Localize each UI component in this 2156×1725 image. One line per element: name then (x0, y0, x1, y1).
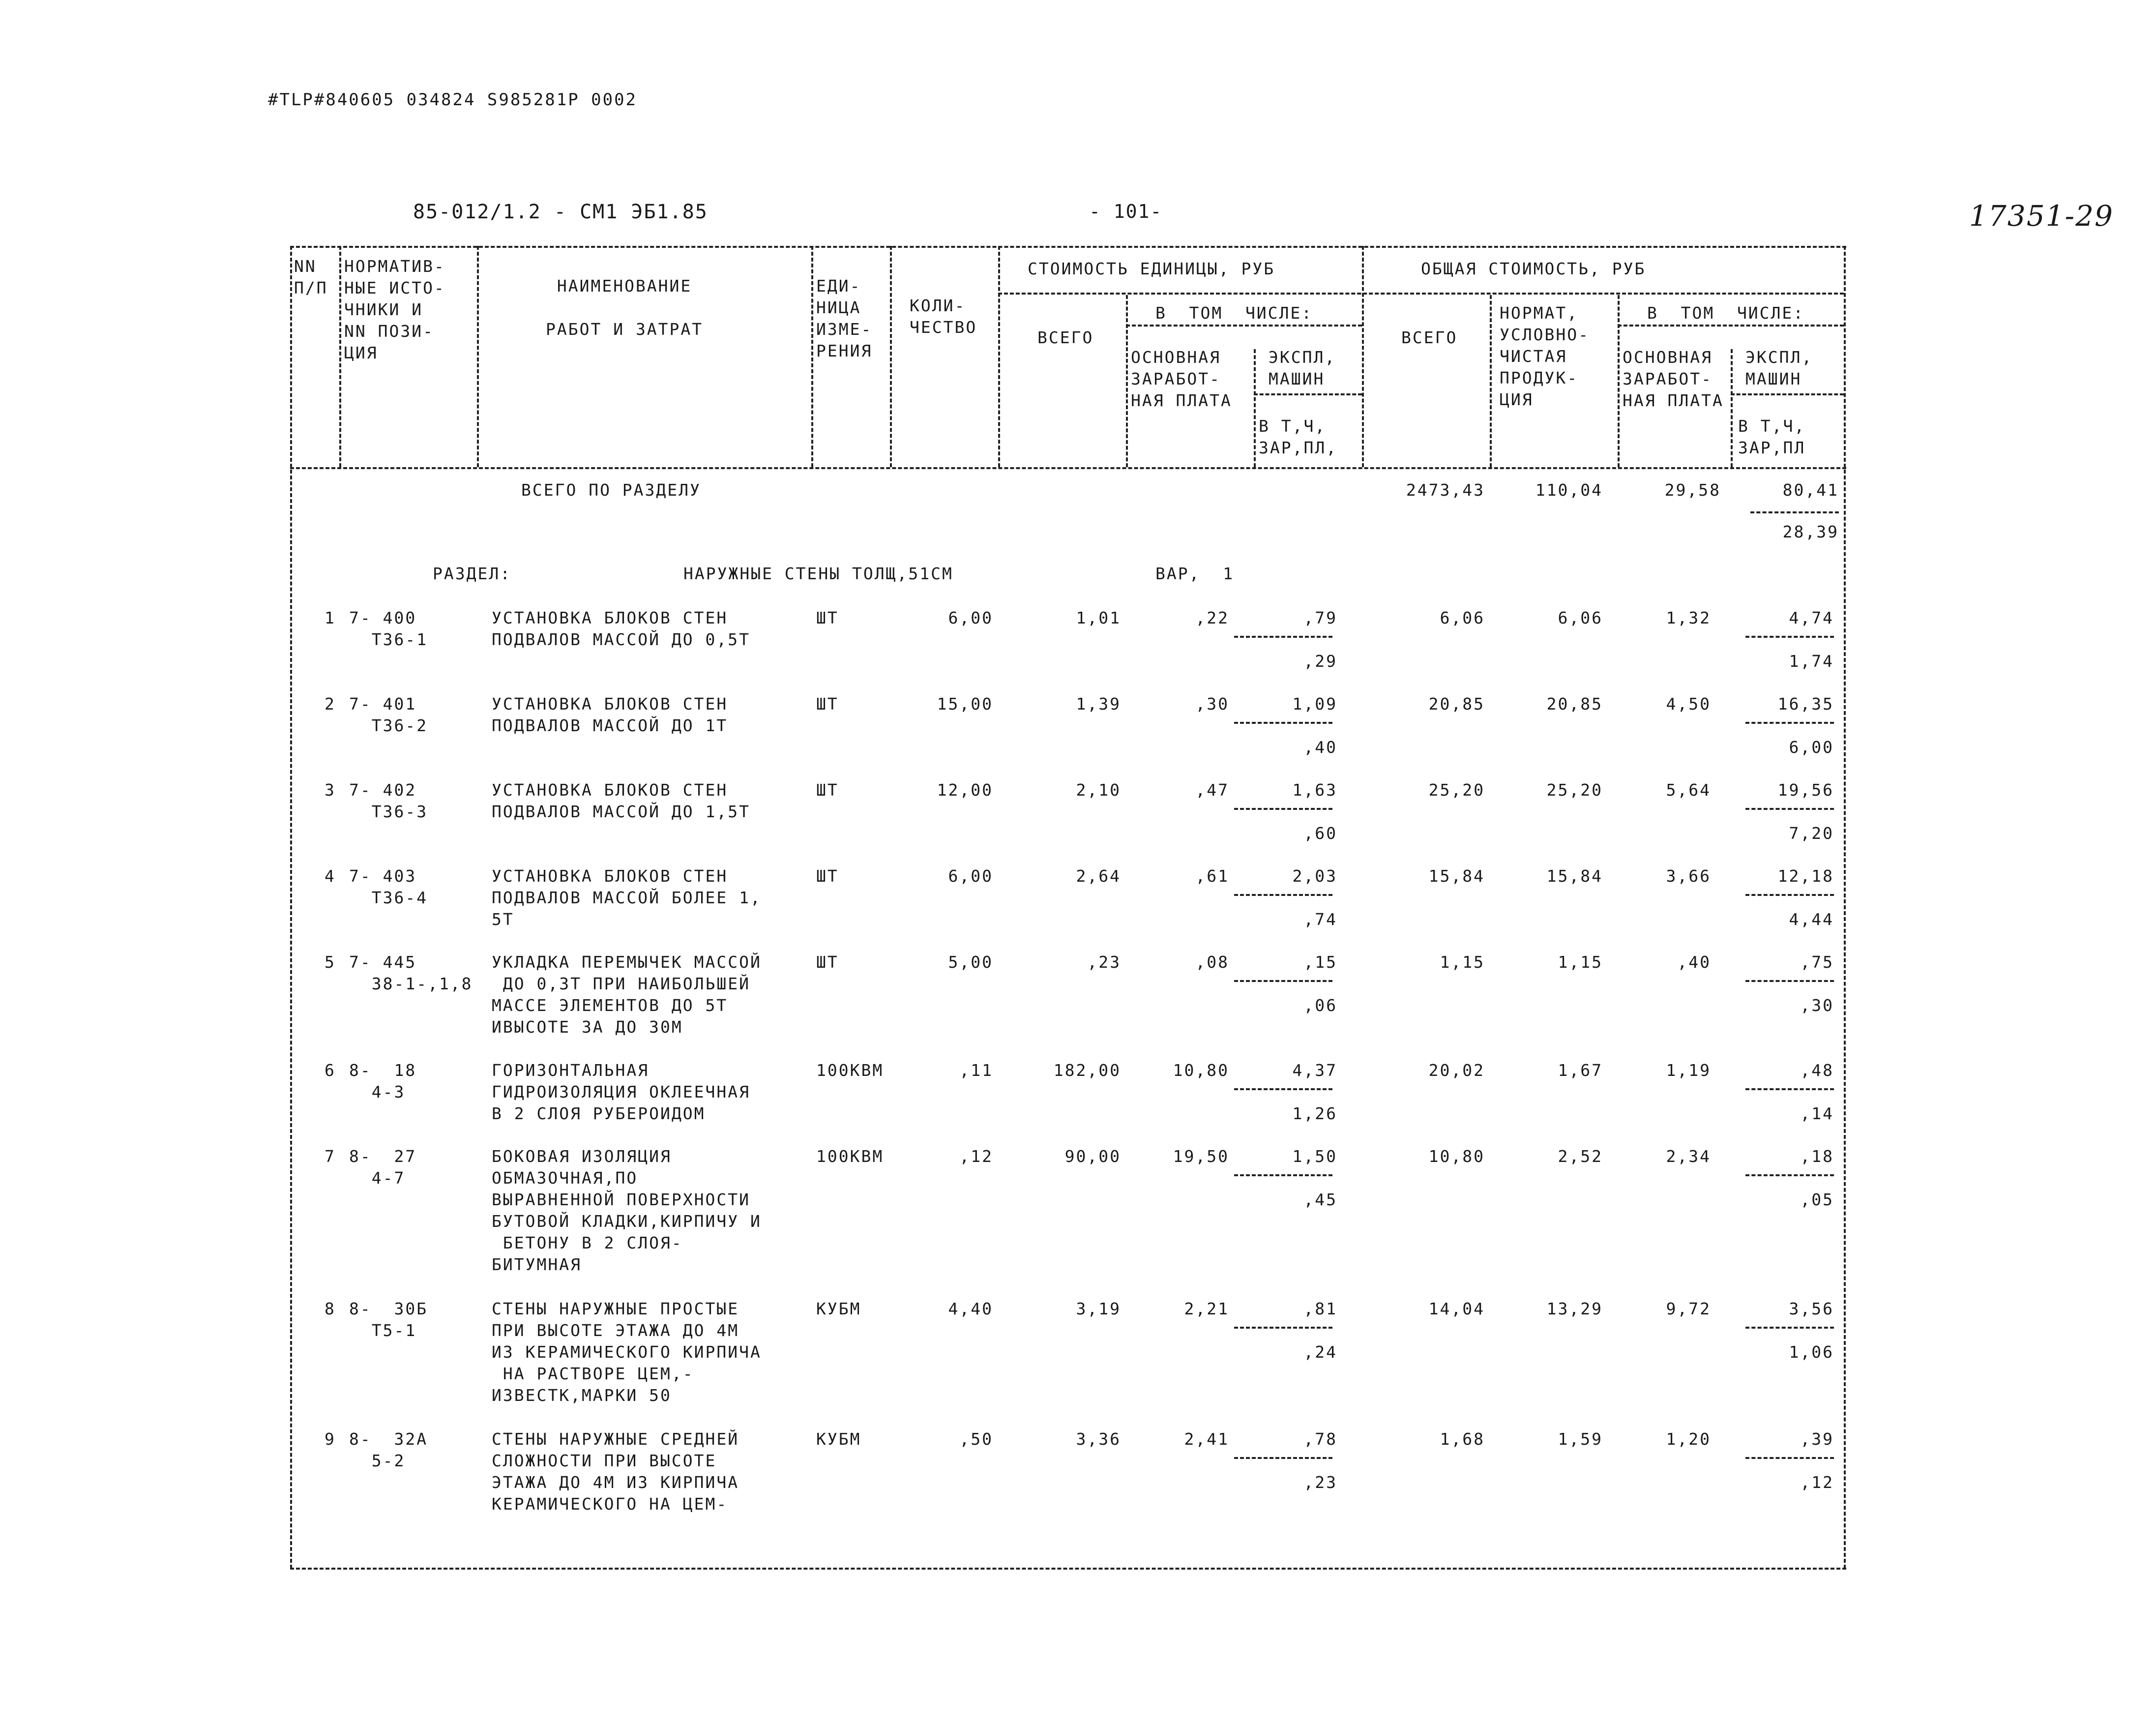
total-mach-sep (1731, 393, 1844, 395)
row-total-wage: 2,34 (1666, 1147, 1711, 1166)
col-header-qty: КОЛИ- ЧЕСТВО (910, 296, 977, 337)
row-total-wage: 4,50 (1666, 694, 1711, 714)
row-total-mach-wage: ,14 (1800, 1104, 1834, 1123)
section-total-total: 2473,43 (1406, 480, 1485, 500)
col-header-total-total: ВСЕГО (1401, 328, 1458, 347)
row-name: УСТАНОВКА БЛОКОВ СТЕН ПОДВАЛОВ МАССОЙ ДО 1,5Т (492, 780, 750, 821)
row-unit-total: 2,64 (1076, 866, 1121, 886)
unit-mach-dash (1234, 808, 1332, 810)
section-total-mach-wage: 28,39 (1782, 522, 1839, 541)
unit-mach-sep (1254, 393, 1362, 395)
row-unit: 100КВМ (816, 1061, 884, 1080)
document-code: 85-012/1.2 - СМ1 ЭБ1.85 (413, 201, 708, 223)
row-total-wage: ,40 (1677, 952, 1711, 972)
row-total-total: 1,15 (1440, 952, 1485, 972)
row-name: БОКОВАЯ ИЗОЛЯЦИЯ ОБМАЗОЧНАЯ,ПО ВЫРАВНЕННОЙ ПОВЕРХНОСТИ БУТОВОЙ КЛАДКИ,КИРПИЧУ И БЕТОНУ В 2 СЛОЯ- БИТУМНАЯ (492, 1147, 762, 1274)
col-header-norm: НОРМАТИВ- НЫЕ ИСТО- ЧНИКИ И NN ПОЗИ- ЦИЯ (344, 257, 445, 362)
row-total-total: 6,06 (1440, 608, 1485, 627)
row-unit: ШТ (816, 694, 839, 714)
row-norm: 7- 401 Т36-2 (349, 694, 428, 735)
row-qty: ,11 (959, 1061, 993, 1080)
row-unit-mach: 1,09 (1292, 694, 1337, 714)
col-sep-unit-group (1362, 246, 1364, 467)
row-unit-total: 3,19 (1076, 1299, 1121, 1318)
header-bottom-border (290, 467, 1846, 469)
row-unit-mach: 1,63 (1292, 780, 1337, 800)
total-mach-dash (1745, 1088, 1834, 1090)
total-mach-dash (1745, 808, 1834, 810)
row-unit: ШТ (816, 780, 839, 800)
row-total-total: 1,68 (1440, 1429, 1485, 1449)
section-total-wage: 29,58 (1664, 480, 1721, 500)
total-incl-sep (1618, 325, 1844, 327)
col-sep-unit-wage (1254, 349, 1256, 467)
col-sep-total-wage (1731, 349, 1733, 467)
row-unit-mach: ,15 (1303, 952, 1337, 972)
row-total-norm: 6,06 (1558, 608, 1603, 627)
col-header-total-norm: НОРМАТ, УСЛОВНО- ЧИСТАЯ ПРОДУК- ЦИЯ (1500, 303, 1590, 409)
row-unit-wage: ,22 (1195, 608, 1229, 627)
row-total-mach-wage: 4,44 (1789, 910, 1834, 929)
table-bottom-border (290, 1568, 1846, 1570)
total-mach-dash (1745, 980, 1834, 982)
row-nn: 2 (325, 694, 336, 714)
row-nn: 6 (325, 1061, 336, 1080)
row-name: УСТАНОВКА БЛОКОВ СТЕН ПОДВАЛОВ МАССОЙ ДО 1Т (492, 694, 728, 735)
row-qty: ,50 (959, 1429, 993, 1449)
row-unit-total: 90,00 (1064, 1147, 1121, 1166)
row-unit-mach: 1,50 (1292, 1147, 1337, 1166)
row-norm: 7- 403 Т36-4 (349, 866, 428, 907)
row-qty: ,12 (959, 1147, 993, 1166)
row-qty: 15,00 (937, 694, 993, 714)
row-unit-wage: ,08 (1195, 952, 1229, 972)
row-unit: ШТ (816, 952, 839, 972)
row-norm: 7- 445 38-1-,1,8 (349, 952, 473, 993)
row-nn: 1 (325, 608, 336, 627)
row-total-mach: ,39 (1800, 1429, 1834, 1449)
row-nn: 7 (325, 1147, 336, 1166)
row-qty: 5,00 (948, 952, 993, 972)
row-name: УСТАНОВКА БЛОКОВ СТЕН ПОДВАЛОВ МАССОЙ БОЛЕЕ 1, 5Т (492, 866, 762, 929)
row-unit-mach-wage: ,60 (1303, 824, 1337, 843)
total-mach-dash (1745, 636, 1834, 638)
row-unit-total: 1,01 (1076, 608, 1121, 627)
row-total-norm: 1,15 (1558, 952, 1603, 972)
row-total-mach: ,18 (1800, 1147, 1834, 1166)
section-total-mach: 80,41 (1782, 480, 1839, 500)
row-total-wage: 5,64 (1666, 780, 1711, 800)
row-total-total: 14,04 (1428, 1299, 1485, 1318)
row-unit-mach: ,79 (1303, 608, 1337, 627)
row-qty: 12,00 (937, 780, 993, 800)
col-header-total-wage: ОСНОВНАЯ ЗАРАБОТ- НАЯ ПЛАТА (1623, 348, 1724, 410)
col-header-total-mach-wage: В Т,Ч, ЗАР,ПЛ (1738, 416, 1806, 457)
row-total-mach-wage: 1,06 (1789, 1342, 1834, 1362)
row-unit-mach: 2,03 (1292, 866, 1337, 886)
col-sep-unit-total (1126, 295, 1128, 467)
row-unit-wage: 10,80 (1173, 1061, 1229, 1080)
row-total-mach: ,75 (1800, 952, 1834, 972)
row-total-total: 20,02 (1428, 1061, 1485, 1080)
col-header-unit-mach-wage: В Т,Ч, ЗАР,ПЛ, (1259, 416, 1338, 457)
row-unit-total: 1,39 (1076, 694, 1121, 714)
row-total-mach-wage: ,12 (1800, 1473, 1834, 1492)
col-header-unit-mach: ЭКСПЛ, МАШИН (1269, 348, 1336, 388)
section-total-label: ВСЕГО ПО РАЗДЕЛУ (521, 480, 701, 500)
section-variant: ВАР, 1 (1155, 564, 1235, 583)
row-total-wage: 1,32 (1666, 608, 1711, 627)
total-mach-dash (1745, 1327, 1834, 1329)
row-unit-mach-wage: ,23 (1303, 1473, 1337, 1492)
unit-mach-dash (1234, 980, 1332, 982)
row-unit-mach-wage: ,06 (1303, 996, 1337, 1015)
row-total-mach: 16,35 (1777, 694, 1834, 714)
row-unit: ШТ (816, 866, 839, 886)
col-header-unit: ЕДИ- НИЦА ИЗМЕ- РЕНИЯ (816, 276, 873, 360)
unit-mach-dash (1234, 1174, 1332, 1176)
table-right-border (1844, 246, 1846, 1569)
row-total-mach: 3,56 (1789, 1299, 1834, 1318)
row-norm: 7- 402 Т36-3 (349, 780, 428, 821)
document-header-code: #TLP#840605 034824 S985281P 0002 (268, 90, 638, 110)
row-total-mach-wage: 1,74 (1789, 652, 1834, 671)
row-unit-mach-wage: ,24 (1303, 1342, 1337, 1362)
col-header-total-incl: В ТОМ ЧИСЛЕ: (1647, 303, 1805, 323)
section-label: РАЗДЕЛ: (433, 564, 512, 583)
total-mach-dash (1745, 722, 1834, 724)
col-header-total-mach: ЭКСПЛ, МАШИН (1745, 348, 1813, 388)
col-sep-total-total (1490, 295, 1492, 467)
col-sep-norm (477, 246, 479, 467)
col-header-unit-incl: В ТОМ ЧИСЛЕ: (1155, 303, 1313, 323)
row-nn: 8 (325, 1299, 336, 1318)
row-qty: 6,00 (948, 866, 993, 886)
row-unit-mach-wage: ,29 (1303, 652, 1337, 671)
total-mach-dash (1745, 894, 1834, 896)
col-header-name: НАИМЕНОВАНИЕ РАБОТ И ЗАТРАТ (546, 276, 704, 339)
row-total-mach: 19,56 (1777, 780, 1834, 800)
row-unit-total: 182,00 (1053, 1061, 1121, 1080)
table-left-border (290, 246, 292, 1569)
col-sep-name (811, 246, 813, 467)
row-total-total: 25,20 (1428, 780, 1485, 800)
col-sep-total-norm (1618, 295, 1620, 467)
col-header-unit-wage: ОСНОВНАЯ ЗАРАБОТ- НАЯ ПЛАТА (1131, 348, 1232, 410)
col-header-unit-cost-group: СТОИМОСТЬ ЕДИНИЦЫ, РУБ (1028, 259, 1275, 278)
row-unit: 100КВМ (816, 1147, 884, 1166)
row-unit-wage: 2,41 (1184, 1429, 1229, 1449)
row-nn: 5 (325, 952, 336, 972)
row-total-mach: 4,74 (1789, 608, 1834, 627)
unit-mach-dash (1234, 1088, 1332, 1090)
row-norm: 8- 27 4-7 (349, 1147, 417, 1188)
row-total-wage: 9,72 (1666, 1299, 1711, 1318)
row-total-mach-wage: 7,20 (1789, 824, 1834, 843)
row-total-mach-wage: ,05 (1800, 1190, 1834, 1209)
row-name: УКЛАДКА ПЕРЕМЫЧЕК МАССОЙ ДО 0,3Т ПРИ НАИБОЛЬШЕЙ МАССЕ ЭЛЕМЕНТОВ ДО 5Т ИВЫСОТЕ ЗА ДО 30М (492, 952, 762, 1037)
estimate-table (290, 246, 1846, 1569)
row-unit: КУБМ (816, 1429, 861, 1449)
row-total-norm: 2,52 (1558, 1147, 1603, 1166)
row-total-norm: 20,85 (1546, 694, 1603, 714)
row-norm: 7- 400 Т36-1 (349, 608, 428, 649)
row-total-total: 15,84 (1428, 866, 1485, 886)
row-total-mach-wage: ,30 (1800, 996, 1834, 1015)
table-top-border (290, 246, 1846, 248)
col-header-total-cost-group: ОБЩАЯ СТОИМОСТЬ, РУБ (1421, 259, 1646, 278)
row-unit-mach: ,81 (1303, 1299, 1337, 1318)
section-total-sub-dash (1750, 511, 1839, 513)
row-qty: 6,00 (948, 608, 993, 627)
row-total-mach-wage: 6,00 (1789, 738, 1834, 757)
row-total-norm: 1,59 (1558, 1429, 1603, 1449)
col-sep-nn (339, 246, 341, 467)
row-total-mach: 12,18 (1777, 866, 1834, 886)
section-total-norm: 110,04 (1535, 480, 1603, 500)
row-unit-mach-wage: ,45 (1303, 1190, 1337, 1209)
row-unit-total: 2,10 (1076, 780, 1121, 800)
row-nn: 9 (325, 1429, 336, 1449)
row-total-wage: 3,66 (1666, 866, 1711, 886)
unit-mach-dash (1234, 722, 1332, 724)
row-unit-total: 3,36 (1076, 1429, 1121, 1449)
total-mach-dash (1745, 1457, 1834, 1459)
col-sep-unit (890, 246, 892, 467)
row-unit-wage: 2,21 (1184, 1299, 1229, 1318)
unit-mach-dash (1234, 894, 1332, 896)
row-name: ГОРИЗОНТАЛЬНАЯ ГИДРОИЗОЛЯЦИЯ ОКЛЕЕЧНАЯ В 2 СЛОЯ РУБЕРОИДОМ (492, 1061, 750, 1123)
row-name: УСТАНОВКА БЛОКОВ СТЕН ПОДВАЛОВ МАССОЙ ДО 0,5Т (492, 608, 750, 649)
row-total-total: 10,80 (1428, 1147, 1485, 1166)
col-header-nn: NN П/П (294, 257, 328, 297)
unit-mach-dash (1234, 636, 1332, 638)
row-unit-mach-wage: 1,26 (1292, 1104, 1337, 1123)
row-unit: КУБМ (816, 1299, 861, 1318)
row-unit-wage: ,30 (1195, 694, 1229, 714)
row-norm: 8- 18 4-3 (349, 1061, 417, 1101)
row-unit-wage: 19,50 (1173, 1147, 1229, 1166)
col-header-unit-total: ВСЕГО (1037, 328, 1094, 347)
row-unit-mach: ,78 (1303, 1429, 1337, 1449)
row-total-total: 20,85 (1428, 694, 1485, 714)
row-total-norm: 1,67 (1558, 1061, 1603, 1080)
unit-mach-dash (1234, 1327, 1332, 1329)
row-name: СТЕНЫ НАРУЖНЫЕ ПРОСТЫЕ ПРИ ВЫСОТЕ ЭТАЖА ДО 4М ИЗ КЕРАМИЧЕСКОГО КИРПИЧА НА РАСТВОРЕ ЦЕМ,- ИЗВЕСТК,МАРКИ 50 (492, 1299, 762, 1405)
row-total-wage: 1,19 (1666, 1061, 1711, 1080)
row-nn: 4 (325, 866, 336, 886)
handwritten-number: 17351-29 (1969, 199, 2114, 233)
row-total-wage: 1,20 (1666, 1429, 1711, 1449)
row-total-norm: 15,84 (1546, 866, 1603, 886)
page-number: - 101- (1089, 201, 1163, 222)
row-unit-wage: ,47 (1195, 780, 1229, 800)
row-total-mach: ,48 (1800, 1061, 1834, 1080)
row-norm: 8- 32А 5-2 (349, 1429, 428, 1470)
row-nn: 3 (325, 780, 336, 800)
row-name: СТЕНЫ НАРУЖНЫЕ СРЕДНЕЙ СЛОЖНОСТИ ПРИ ВЫСОТЕ ЭТАЖА ДО 4М ИЗ КИРПИЧА КЕРАМИЧЕСКОГО НА ЦЕМ- (492, 1429, 739, 1514)
unit-mach-dash (1234, 1457, 1332, 1459)
section-title: НАРУЖНЫЕ СТЕНЫ ТОЛЩ,51СМ (683, 564, 953, 583)
row-unit-mach-wage: ,74 (1303, 910, 1337, 929)
row-qty: 4,40 (948, 1299, 993, 1318)
row-total-norm: 25,20 (1546, 780, 1603, 800)
unit-incl-sep (1126, 325, 1362, 327)
total-mach-dash (1745, 1174, 1834, 1176)
row-total-norm: 13,29 (1546, 1299, 1603, 1318)
col-sep-qty (998, 246, 1000, 467)
row-unit-mach-wage: ,40 (1303, 738, 1337, 757)
row-unit-wage: ,61 (1195, 866, 1229, 886)
row-norm: 8- 30Б Т5-1 (349, 1299, 428, 1340)
header-group-sep (998, 293, 1844, 295)
row-unit: ШТ (816, 608, 839, 627)
row-unit-mach: 4,37 (1292, 1061, 1337, 1080)
row-unit-total: ,23 (1087, 952, 1121, 972)
